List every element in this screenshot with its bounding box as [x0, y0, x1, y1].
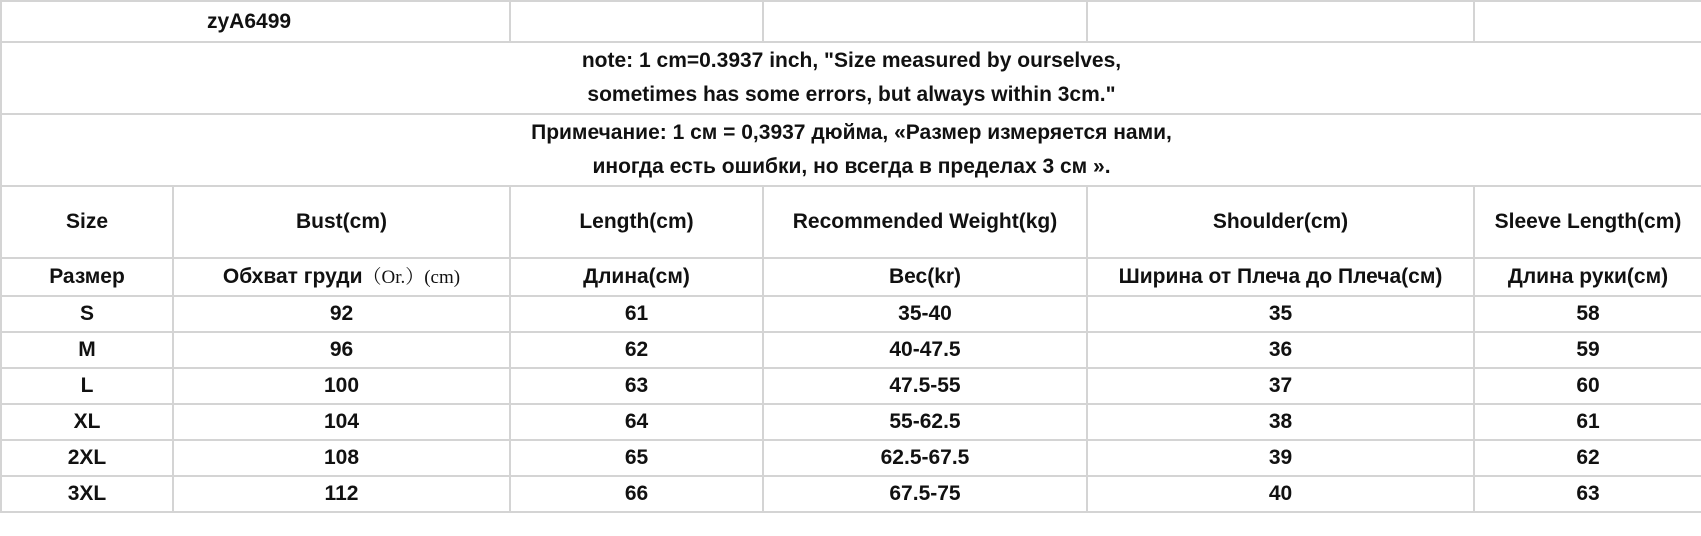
note-ru-line-2: иногда есть ошибки, но всегда в пределах 3 см ».: [592, 155, 1111, 178]
cell-shoulder: 38: [1087, 404, 1474, 440]
cell-shoulder: 37: [1087, 368, 1474, 404]
header-ru-sleeve: Длина руки(см): [1474, 258, 1701, 296]
cell-sleeve: 59: [1474, 332, 1701, 368]
cell-size: L: [1, 368, 173, 404]
cell-length: 61: [510, 296, 763, 332]
header-shoulder: Shoulder(cm): [1087, 186, 1474, 258]
header-ru-shoulder: Ширина от Плеча до Плеча(см): [1087, 258, 1474, 296]
cell-sleeve: 61: [1474, 404, 1701, 440]
cell-bust: 92: [173, 296, 510, 332]
cell-sleeve: 58: [1474, 296, 1701, 332]
cell-shoulder: 35: [1087, 296, 1474, 332]
cell-weight: 55-62.5: [763, 404, 1087, 440]
cell-weight: 67.5-75: [763, 476, 1087, 512]
note-en: [1, 42, 1701, 114]
cell-weight: 40-47.5: [763, 332, 1087, 368]
note-en-line-1: note: 1 cm=0.3937 inch, "Size measured by ourselves,: [581, 49, 1122, 72]
header-bust: Bust(cm): [173, 186, 510, 258]
note-en-line-2: sometimes has some errors, but always within 3cm.": [587, 83, 1116, 106]
note-ru: [1, 114, 1701, 186]
cell-size: S: [1, 296, 173, 332]
product-code-row: [1, 1, 1701, 42]
cell-bust: 108: [173, 440, 510, 476]
empty-cell: [1474, 1, 1701, 42]
cell-bust: 96: [173, 332, 510, 368]
header-ru-bust-unit: （Or.）(cm): [362, 266, 461, 288]
empty-cell: [510, 1, 763, 42]
cell-length: 62: [510, 332, 763, 368]
cell-shoulder: 40: [1087, 476, 1474, 512]
cell-weight: 62.5-67.5: [763, 440, 1087, 476]
empty-cell: [1087, 1, 1474, 42]
cell-sleeve: 62: [1474, 440, 1701, 476]
table-row: [1, 332, 1701, 368]
table-row: [1, 404, 1701, 440]
header-ru-bust: [173, 258, 510, 296]
empty-cell: [763, 1, 1087, 42]
cell-length: 65: [510, 440, 763, 476]
table-row: [1, 476, 1701, 512]
cell-bust: 104: [173, 404, 510, 440]
header-size: Size: [1, 186, 173, 258]
header-weight: Recommended Weight(kg): [763, 186, 1087, 258]
header-ru-row: [1, 258, 1701, 296]
cell-length: 66: [510, 476, 763, 512]
cell-length: 64: [510, 404, 763, 440]
cell-bust: 100: [173, 368, 510, 404]
cell-sleeve: 60: [1474, 368, 1701, 404]
table-row: [1, 296, 1701, 332]
note-ru-row: [1, 114, 1701, 186]
header-length: Length(cm): [510, 186, 763, 258]
cell-weight: 47.5-55: [763, 368, 1087, 404]
cell-size: 2XL: [1, 440, 173, 476]
header-ru-weight: Вес(kr): [763, 258, 1087, 296]
product-code: zyA6499: [1, 1, 510, 42]
cell-bust: 112: [173, 476, 510, 512]
header-ru-length: Длина(см): [510, 258, 763, 296]
cell-size: 3XL: [1, 476, 173, 512]
header-sleeve: Sleeve Length(cm): [1474, 186, 1701, 258]
note-en-row: [1, 42, 1701, 114]
header-en-row: [1, 186, 1701, 258]
cell-weight: 35-40: [763, 296, 1087, 332]
cell-shoulder: 36: [1087, 332, 1474, 368]
cell-size: M: [1, 332, 173, 368]
cell-sleeve: 63: [1474, 476, 1701, 512]
header-ru-bust-main: Обхват груди: [222, 264, 363, 288]
note-ru-line-1: Примечание: 1 см = 0,3937 дюйма, «Размер измеряется нами,: [531, 121, 1172, 144]
table-row: [1, 368, 1701, 404]
cell-size: XL: [1, 404, 173, 440]
header-ru-size: Размер: [1, 258, 173, 296]
table-row: [1, 440, 1701, 476]
cell-shoulder: 39: [1087, 440, 1474, 476]
cell-length: 63: [510, 368, 763, 404]
